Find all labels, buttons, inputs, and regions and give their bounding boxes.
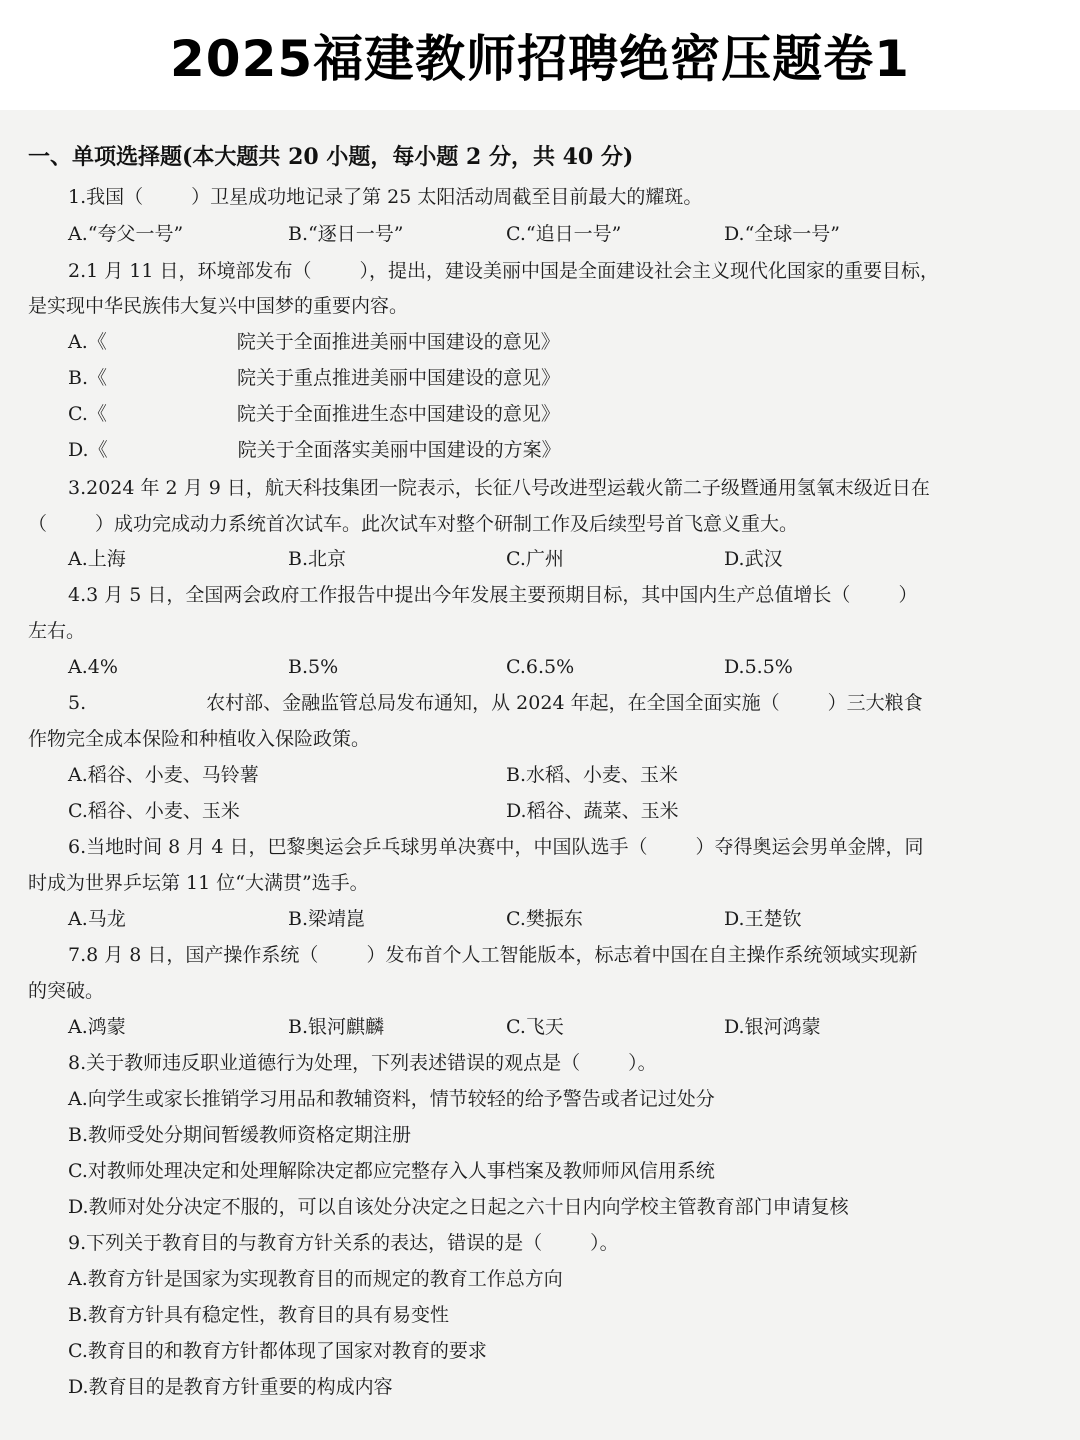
question-1-stem: 1.我国（ ）卫星成功地记录了第 25 太阳活动周截至目前最大的耀斑。 xyxy=(68,186,703,208)
question-2-option-c: C.《 院关于全面推进生态中国建设的意见》 xyxy=(68,403,560,425)
question-3-option-b: B.北京 xyxy=(288,548,347,570)
question-3-stem-continued: （ ）成功完成动力系统首次试车。此次试车对整个研制工作及后续型号首飞意义重大。 xyxy=(28,513,799,535)
question-5-stem-continued: 作物完全成本保险和种植收入保险政策。 xyxy=(28,728,371,750)
question-6-option-b: B.梁靖崑 xyxy=(288,908,366,930)
question-5-option-c: C.稻谷、小麦、玉米 xyxy=(68,800,240,822)
question-3-option-a: A.上海 xyxy=(68,548,126,570)
question-7-stem: 7.8 月 8 日，国产操作系统（ ）发布首个人工智能版本，标志着中国在自主操作系统领域实现新 xyxy=(68,944,918,966)
question-9-option-d: D.教育目的是教育方针重要的构成内容 xyxy=(68,1376,393,1398)
question-8-option-d: D.教师对处分决定不服的，可以自该处分决定之日起之六十日内向学校主管教育部门申请复核 xyxy=(68,1196,849,1218)
question-2-option-d: D.《 院关于全面落实美丽中国建设的方案》 xyxy=(68,439,561,461)
question-3-option-c: C.广州 xyxy=(506,548,564,570)
question-7-option-b: B.银河麒麟 xyxy=(288,1016,385,1038)
question-1-option-c: C.“追日一号” xyxy=(506,223,622,245)
question-7-option-a: A.鸿蒙 xyxy=(68,1016,126,1038)
question-8-option-b: B.教师受处分期间暂缓教师资格定期注册 xyxy=(68,1124,412,1146)
page-title: 2025福建教师招聘绝密压题卷1 xyxy=(170,30,910,88)
question-1-option-d: D.“全球一号” xyxy=(724,223,841,245)
question-7-option-c: C.飞天 xyxy=(506,1016,564,1038)
question-2-option-b: B.《 院关于重点推进美丽中国建设的意见》 xyxy=(68,367,561,389)
question-6-option-a: A.马龙 xyxy=(68,908,126,930)
question-9-option-c: C.教育目的和教育方针都体现了国家对教育的要求 xyxy=(68,1340,487,1362)
question-9-option-a: A.教育方针是国家为实现教育目的而规定的教育工作总方向 xyxy=(68,1268,563,1290)
question-9-option-b: B.教育方针具有稳定性，教育目的具有易变性 xyxy=(68,1304,450,1326)
question-2-stem-continued: 是实现中华民族伟大复兴中国梦的重要内容。 xyxy=(28,295,409,317)
question-9-stem: 9.下列关于教育目的与教育方针关系的表达，错误的是（ ）。 xyxy=(68,1232,619,1254)
question-5-option-d: D.稻谷、蔬菜、玉米 xyxy=(506,800,679,822)
question-4-option-c: C.6.5% xyxy=(506,656,575,678)
question-2-stem: 2.1 月 11 日，环境部发布（ ），提出，建设美丽中国是全面建设社会主义现代化国家的重要目标， xyxy=(68,260,940,282)
question-4-option-d: D.5.5% xyxy=(724,656,793,678)
question-5-option-b: B.水稻、小麦、玉米 xyxy=(506,764,679,786)
question-6-stem: 6.当地时间 8 月 4 日，巴黎奥运会乒乓球男单决赛中，中国队选手（ ）夺得奥运会男单金牌，同 xyxy=(68,836,924,858)
section-heading: 一、单项选择题(本大题共 20 小题，每小题 2 分，共 40 分) xyxy=(28,144,634,170)
question-5-option-a: A.稻谷、小麦、马铃薯 xyxy=(68,764,259,786)
question-4-stem-continued: 左右。 xyxy=(28,620,86,642)
question-6-option-c: C.樊振东 xyxy=(506,908,583,930)
question-4-option-b: B.5% xyxy=(288,656,339,678)
question-7-stem-continued: 的突破。 xyxy=(28,980,105,1002)
question-8-option-c: C.对教师处理决定和处理解除决定都应完整存入人事档案及教师师风信用系统 xyxy=(68,1160,715,1182)
question-2-option-a: A.《 院关于全面推进美丽中国建设的意见》 xyxy=(68,331,560,353)
question-1-option-a: A.“夸父一号” xyxy=(68,223,184,245)
question-3-option-d: D.武汉 xyxy=(724,548,783,570)
question-8-stem: 8.关于教师违反职业道德行为处理，下列表述错误的观点是（ ）。 xyxy=(68,1052,657,1074)
question-4-option-a: A.4% xyxy=(68,656,118,678)
question-7-option-d: D.银河鸿蒙 xyxy=(724,1016,821,1038)
question-8-option-a: A.向学生或家长推销学习用品和教辅资料，情节较轻的给予警告或者记过处分 xyxy=(68,1088,715,1110)
question-4-stem: 4.3 月 5 日，全国两会政府工作报告中提出今年发展主要预期目标，其中国内生产总值增长（ ） xyxy=(68,584,918,606)
question-1-option-b: B.“逐日一号” xyxy=(288,223,404,245)
title-banner xyxy=(0,0,1080,110)
question-6-option-d: D.王楚钦 xyxy=(724,908,802,930)
question-5-stem: 5. 农村部、金融监管总局发布通知，从 2024 年起，在全国全面实施（ ）三大粮食 xyxy=(68,692,923,714)
question-3-stem: 3.2024 年 2 月 9 日，航天科技集团一院表示，长征八号改进型运载火箭二子级暨通用氢氧末级近日在 xyxy=(68,477,930,499)
question-6-stem-continued: 时成为世界乒坛第 11 位“大满贯”选手。 xyxy=(28,872,369,894)
